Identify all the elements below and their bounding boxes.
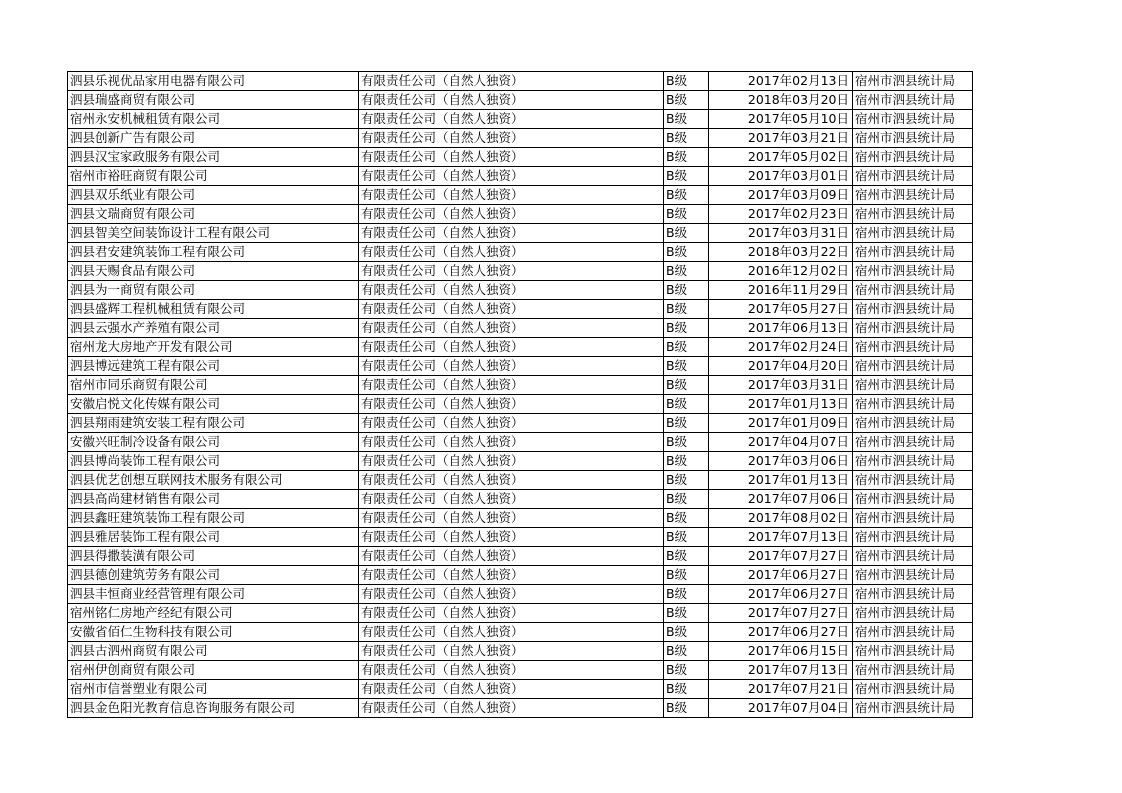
date-cell: 2017年05月27日 xyxy=(709,300,853,319)
date-cell: 2017年03月09日 xyxy=(709,186,853,205)
company-type-cell: 有限责任公司（自然人独资） xyxy=(359,604,664,623)
company-type-cell: 有限责任公司（自然人独资） xyxy=(359,319,664,338)
company-type-cell: 有限责任公司（自然人独资） xyxy=(359,661,664,680)
company-name-cell: 泗县智美空间装饰设计工程有限公司 xyxy=(68,224,359,243)
date-cell: 2017年01月09日 xyxy=(709,414,853,433)
credit-grade-cell: B级 xyxy=(664,72,709,91)
date-cell: 2017年02月23日 xyxy=(709,205,853,224)
company-name-cell: 泗县博远建筑工程有限公司 xyxy=(68,357,359,376)
credit-grade-cell: B级 xyxy=(664,281,709,300)
date-cell: 2017年03月06日 xyxy=(709,452,853,471)
table-row xyxy=(68,110,973,129)
table-row xyxy=(68,376,973,395)
table-row xyxy=(68,72,973,91)
table-row xyxy=(68,148,973,167)
credit-grade-cell: B级 xyxy=(664,167,709,186)
table-row xyxy=(68,205,973,224)
credit-grade-cell: B级 xyxy=(664,300,709,319)
credit-grade-cell: B级 xyxy=(664,490,709,509)
table-row xyxy=(68,395,973,414)
table-row xyxy=(68,414,973,433)
authority-cell: 宿州市泗县统计局 xyxy=(853,509,973,528)
company-name-cell: 安徽兴旺制冷设备有限公司 xyxy=(68,433,359,452)
company-type-cell: 有限责任公司（自然人独资） xyxy=(359,509,664,528)
credit-grade-cell: B级 xyxy=(664,395,709,414)
company-name-cell: 泗县优艺创想互联网技术服务有限公司 xyxy=(68,471,359,490)
date-cell: 2017年01月13日 xyxy=(709,471,853,490)
company-credit-table xyxy=(67,71,973,718)
credit-grade-cell: B级 xyxy=(664,661,709,680)
company-name-cell: 安徽启悦文化传媒有限公司 xyxy=(68,395,359,414)
company-type-cell: 有限责任公司（自然人独资） xyxy=(359,699,664,718)
company-name-cell: 泗县乐视优品家用电器有限公司 xyxy=(68,72,359,91)
credit-grade-cell: B级 xyxy=(664,243,709,262)
table-row xyxy=(68,91,973,110)
table-row xyxy=(68,490,973,509)
company-name-cell: 泗县丰恒商业经营管理有限公司 xyxy=(68,585,359,604)
table-row xyxy=(68,452,973,471)
company-name-cell: 泗县双乐纸业有限公司 xyxy=(68,186,359,205)
company-type-cell: 有限责任公司（自然人独资） xyxy=(359,642,664,661)
credit-grade-cell: B级 xyxy=(664,224,709,243)
company-type-cell: 有限责任公司（自然人独资） xyxy=(359,338,664,357)
company-type-cell: 有限责任公司（自然人独资） xyxy=(359,528,664,547)
company-name-cell: 泗县天赐食品有限公司 xyxy=(68,262,359,281)
company-type-cell: 有限责任公司（自然人独资） xyxy=(359,623,664,642)
credit-grade-cell: B级 xyxy=(664,186,709,205)
authority-cell: 宿州市泗县统计局 xyxy=(853,224,973,243)
date-cell: 2017年03月01日 xyxy=(709,167,853,186)
credit-grade-cell: B级 xyxy=(664,319,709,338)
credit-grade-cell: B级 xyxy=(664,680,709,699)
authority-cell: 宿州市泗县统计局 xyxy=(853,338,973,357)
company-name-cell: 宿州铭仁房地产经纪有限公司 xyxy=(68,604,359,623)
credit-grade-cell: B级 xyxy=(664,604,709,623)
company-type-cell: 有限责任公司（自然人独资） xyxy=(359,300,664,319)
table-row xyxy=(68,661,973,680)
company-name-cell: 泗县金色阳光教育信息咨询服务有限公司 xyxy=(68,699,359,718)
date-cell: 2017年06月27日 xyxy=(709,566,853,585)
company-type-cell: 有限责任公司（自然人独资） xyxy=(359,224,664,243)
company-type-cell: 有限责任公司（自然人独资） xyxy=(359,281,664,300)
authority-cell: 宿州市泗县统计局 xyxy=(853,604,973,623)
company-name-cell: 泗县君安建筑装饰工程有限公司 xyxy=(68,243,359,262)
company-name-cell: 泗县瑞盛商贸有限公司 xyxy=(68,91,359,110)
date-cell: 2017年07月06日 xyxy=(709,490,853,509)
credit-grade-cell: B级 xyxy=(664,642,709,661)
authority-cell: 宿州市泗县统计局 xyxy=(853,205,973,224)
authority-cell: 宿州市泗县统计局 xyxy=(853,699,973,718)
table-row xyxy=(68,281,973,300)
authority-cell: 宿州市泗县统计局 xyxy=(853,262,973,281)
authority-cell: 宿州市泗县统计局 xyxy=(853,547,973,566)
company-name-cell: 宿州市裕旺商贸有限公司 xyxy=(68,167,359,186)
table-row xyxy=(68,471,973,490)
authority-cell: 宿州市泗县统计局 xyxy=(853,452,973,471)
company-name-cell: 泗县雅居装饰工程有限公司 xyxy=(68,528,359,547)
table-row xyxy=(68,585,973,604)
authority-cell: 宿州市泗县统计局 xyxy=(853,433,973,452)
authority-cell: 宿州市泗县统计局 xyxy=(853,471,973,490)
date-cell: 2016年11月29日 xyxy=(709,281,853,300)
date-cell: 2017年08月02日 xyxy=(709,509,853,528)
authority-cell: 宿州市泗县统计局 xyxy=(853,186,973,205)
date-cell: 2018年03月22日 xyxy=(709,243,853,262)
company-type-cell: 有限责任公司（自然人独资） xyxy=(359,357,664,376)
company-name-cell: 宿州永安机械租赁有限公司 xyxy=(68,110,359,129)
date-cell: 2017年01月13日 xyxy=(709,395,853,414)
company-name-cell: 泗县为一商贸有限公司 xyxy=(68,281,359,300)
company-name-cell: 泗县盛辉工程机械租赁有限公司 xyxy=(68,300,359,319)
company-name-cell: 泗县汉宝家政服务有限公司 xyxy=(68,148,359,167)
credit-grade-cell: B级 xyxy=(664,205,709,224)
credit-grade-cell: B级 xyxy=(664,376,709,395)
table-row xyxy=(68,680,973,699)
table-body xyxy=(68,72,973,718)
table-row xyxy=(68,566,973,585)
date-cell: 2017年05月02日 xyxy=(709,148,853,167)
authority-cell: 宿州市泗县统计局 xyxy=(853,661,973,680)
date-cell: 2016年12月02日 xyxy=(709,262,853,281)
authority-cell: 宿州市泗县统计局 xyxy=(853,357,973,376)
authority-cell: 宿州市泗县统计局 xyxy=(853,623,973,642)
date-cell: 2017年02月24日 xyxy=(709,338,853,357)
authority-cell: 宿州市泗县统计局 xyxy=(853,376,973,395)
credit-grade-cell: B级 xyxy=(664,91,709,110)
table-row xyxy=(68,528,973,547)
table-row xyxy=(68,300,973,319)
table-row xyxy=(68,262,973,281)
table-row xyxy=(68,623,973,642)
authority-cell: 宿州市泗县统计局 xyxy=(853,319,973,338)
credit-grade-cell: B级 xyxy=(664,129,709,148)
date-cell: 2017年04月07日 xyxy=(709,433,853,452)
company-name-cell: 泗县云强水产养殖有限公司 xyxy=(68,319,359,338)
table-row xyxy=(68,357,973,376)
credit-grade-cell: B级 xyxy=(664,414,709,433)
company-name-cell: 泗县德创建筑劳务有限公司 xyxy=(68,566,359,585)
company-name-cell: 泗县文瑞商贸有限公司 xyxy=(68,205,359,224)
date-cell: 2017年06月13日 xyxy=(709,319,853,338)
company-name-cell: 泗县创新广告有限公司 xyxy=(68,129,359,148)
company-type-cell: 有限责任公司（自然人独资） xyxy=(359,186,664,205)
credit-grade-cell: B级 xyxy=(664,262,709,281)
credit-grade-cell: B级 xyxy=(664,433,709,452)
company-type-cell: 有限责任公司（自然人独资） xyxy=(359,129,664,148)
date-cell: 2017年04月20日 xyxy=(709,357,853,376)
authority-cell: 宿州市泗县统计局 xyxy=(853,585,973,604)
company-name-cell: 安徽省佰仁生物科技有限公司 xyxy=(68,623,359,642)
credit-grade-cell: B级 xyxy=(664,471,709,490)
date-cell: 2017年06月27日 xyxy=(709,623,853,642)
table-row xyxy=(68,509,973,528)
credit-grade-cell: B级 xyxy=(664,585,709,604)
date-cell: 2017年06月27日 xyxy=(709,585,853,604)
company-type-cell: 有限责任公司（自然人独资） xyxy=(359,414,664,433)
date-cell: 2017年03月31日 xyxy=(709,224,853,243)
credit-grade-cell: B级 xyxy=(664,566,709,585)
table-row xyxy=(68,243,973,262)
company-type-cell: 有限责任公司（自然人独资） xyxy=(359,547,664,566)
authority-cell: 宿州市泗县统计局 xyxy=(853,72,973,91)
credit-grade-cell: B级 xyxy=(664,110,709,129)
authority-cell: 宿州市泗县统计局 xyxy=(853,395,973,414)
company-type-cell: 有限责任公司（自然人独资） xyxy=(359,680,664,699)
date-cell: 2017年02月13日 xyxy=(709,72,853,91)
company-type-cell: 有限责任公司（自然人独资） xyxy=(359,243,664,262)
company-name-cell: 泗县古泗州商贸有限公司 xyxy=(68,642,359,661)
company-type-cell: 有限责任公司（自然人独资） xyxy=(359,433,664,452)
date-cell: 2017年07月13日 xyxy=(709,528,853,547)
company-type-cell: 有限责任公司（自然人独资） xyxy=(359,395,664,414)
credit-grade-cell: B级 xyxy=(664,528,709,547)
date-cell: 2017年05月10日 xyxy=(709,110,853,129)
credit-grade-cell: B级 xyxy=(664,509,709,528)
date-cell: 2017年07月04日 xyxy=(709,699,853,718)
company-name-cell: 宿州市信誉塑业有限公司 xyxy=(68,680,359,699)
authority-cell: 宿州市泗县统计局 xyxy=(853,91,973,110)
credit-grade-cell: B级 xyxy=(664,699,709,718)
authority-cell: 宿州市泗县统计局 xyxy=(853,110,973,129)
company-type-cell: 有限责任公司（自然人独资） xyxy=(359,566,664,585)
authority-cell: 宿州市泗县统计局 xyxy=(853,167,973,186)
company-type-cell: 有限责任公司（自然人独资） xyxy=(359,452,664,471)
table-row xyxy=(68,319,973,338)
company-name-cell: 泗县高尚建材销售有限公司 xyxy=(68,490,359,509)
company-type-cell: 有限责任公司（自然人独资） xyxy=(359,262,664,281)
table-row xyxy=(68,699,973,718)
company-type-cell: 有限责任公司（自然人独资） xyxy=(359,110,664,129)
authority-cell: 宿州市泗县统计局 xyxy=(853,566,973,585)
date-cell: 2017年07月13日 xyxy=(709,661,853,680)
credit-grade-cell: B级 xyxy=(664,623,709,642)
authority-cell: 宿州市泗县统计局 xyxy=(853,243,973,262)
date-cell: 2017年07月27日 xyxy=(709,604,853,623)
company-name-cell: 泗县鑫旺建筑装饰工程有限公司 xyxy=(68,509,359,528)
date-cell: 2017年07月21日 xyxy=(709,680,853,699)
company-type-cell: 有限责任公司（自然人独资） xyxy=(359,490,664,509)
authority-cell: 宿州市泗县统计局 xyxy=(853,414,973,433)
authority-cell: 宿州市泗县统计局 xyxy=(853,129,973,148)
company-type-cell: 有限责任公司（自然人独资） xyxy=(359,148,664,167)
company-name-cell: 泗县博尚装饰工程有限公司 xyxy=(68,452,359,471)
company-name-cell: 宿州龙大房地产开发有限公司 xyxy=(68,338,359,357)
date-cell: 2017年06月15日 xyxy=(709,642,853,661)
date-cell: 2017年07月27日 xyxy=(709,547,853,566)
table-row xyxy=(68,167,973,186)
date-cell: 2017年03月31日 xyxy=(709,376,853,395)
credit-grade-cell: B级 xyxy=(664,452,709,471)
authority-cell: 宿州市泗县统计局 xyxy=(853,490,973,509)
company-name-cell: 宿州市同乐商贸有限公司 xyxy=(68,376,359,395)
authority-cell: 宿州市泗县统计局 xyxy=(853,148,973,167)
credit-grade-cell: B级 xyxy=(664,148,709,167)
credit-grade-cell: B级 xyxy=(664,357,709,376)
authority-cell: 宿州市泗县统计局 xyxy=(853,281,973,300)
table-row xyxy=(68,129,973,148)
company-type-cell: 有限责任公司（自然人独资） xyxy=(359,205,664,224)
company-type-cell: 有限责任公司（自然人独资） xyxy=(359,91,664,110)
table-row xyxy=(68,186,973,205)
table-row xyxy=(68,547,973,566)
company-type-cell: 有限责任公司（自然人独资） xyxy=(359,167,664,186)
table-row xyxy=(68,433,973,452)
date-cell: 2017年03月21日 xyxy=(709,129,853,148)
table-row xyxy=(68,642,973,661)
company-name-cell: 宿州伊创商贸有限公司 xyxy=(68,661,359,680)
company-type-cell: 有限责任公司（自然人独资） xyxy=(359,471,664,490)
credit-grade-cell: B级 xyxy=(664,338,709,357)
authority-cell: 宿州市泗县统计局 xyxy=(853,680,973,699)
company-name-cell: 泗县得撒装潢有限公司 xyxy=(68,547,359,566)
table-row xyxy=(68,224,973,243)
table-row xyxy=(68,604,973,623)
company-type-cell: 有限责任公司（自然人独资） xyxy=(359,585,664,604)
company-type-cell: 有限责任公司（自然人独资） xyxy=(359,72,664,91)
authority-cell: 宿州市泗县统计局 xyxy=(853,642,973,661)
table-row xyxy=(68,338,973,357)
company-name-cell: 泗县翔雨建筑安装工程有限公司 xyxy=(68,414,359,433)
credit-grade-cell: B级 xyxy=(664,547,709,566)
date-cell: 2018年03月20日 xyxy=(709,91,853,110)
authority-cell: 宿州市泗县统计局 xyxy=(853,528,973,547)
company-type-cell: 有限责任公司（自然人独资） xyxy=(359,376,664,395)
authority-cell: 宿州市泗县统计局 xyxy=(853,300,973,319)
